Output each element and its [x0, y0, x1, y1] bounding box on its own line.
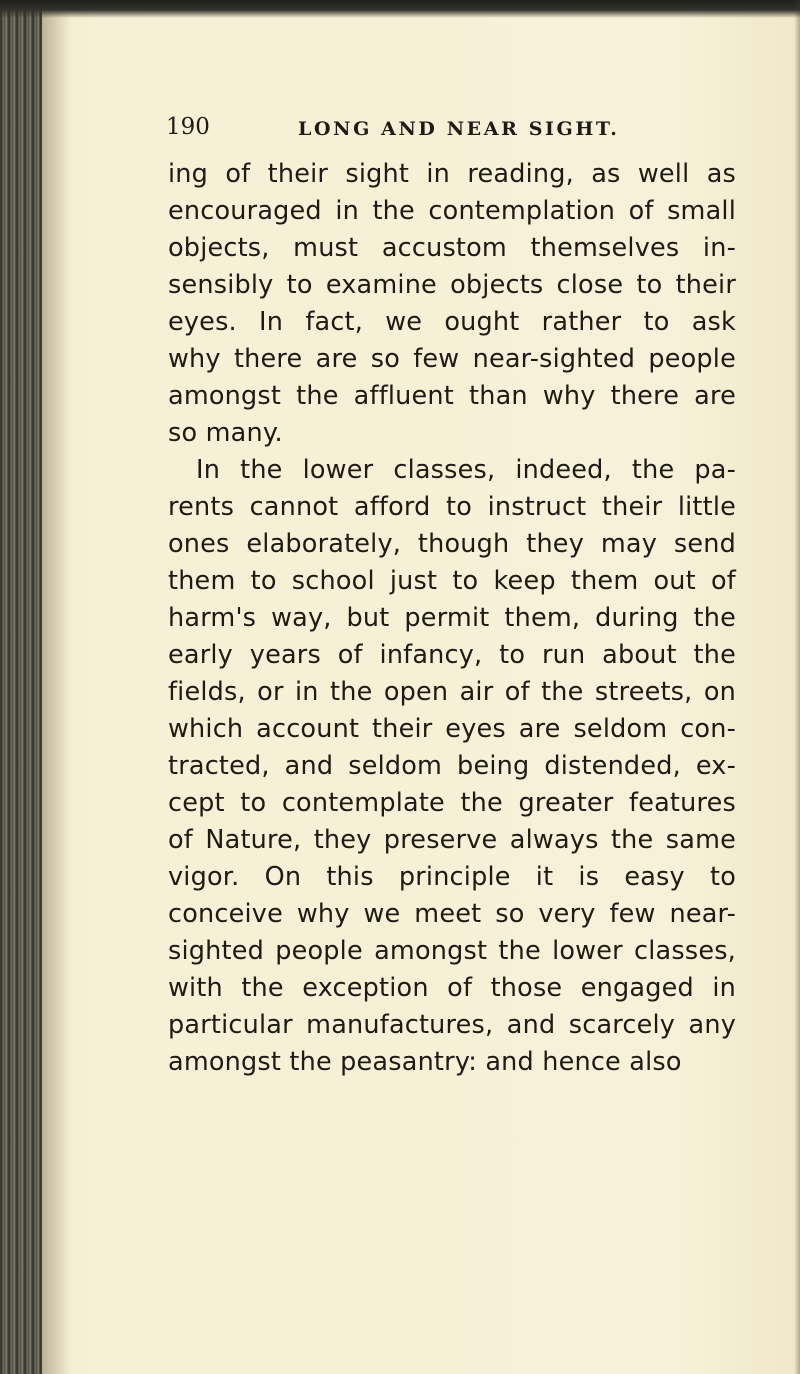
text-line: ones elaborately, though they may send [168, 529, 736, 559]
text-line: amongst the peasantry: and hence also [168, 1047, 682, 1077]
text-line: why there are so few near-sighted people [168, 344, 736, 374]
text-line: sensibly to examine objects close to their [168, 270, 736, 300]
body-text [168, 156, 736, 1081]
text-line: amongst the affluent than why there are [168, 381, 736, 411]
text-line: with the exception of those engaged in [168, 973, 736, 1003]
text-line: particular manufactures, and scarcely any [168, 1010, 736, 1040]
text-line: eyes. In fact, we ought rather to ask [168, 307, 736, 337]
page-top-edge [0, 0, 800, 18]
page-header [160, 114, 760, 144]
book-binding [0, 0, 42, 1374]
text-line: tracted, and seldom being distended, ex- [168, 751, 736, 781]
text-line: encouraged in the contemplation of small [168, 196, 736, 226]
text-line: fields, or in the open air of the streets, on [168, 677, 736, 707]
text-line: In the lower classes, indeed, the pa- [196, 455, 736, 485]
text-line: them to school just to keep them out of [168, 566, 736, 596]
text-line: cept to contemplate the greater features [168, 788, 736, 818]
text-line: so many. [168, 418, 283, 448]
page-right-edge [794, 0, 800, 1374]
text-line: of Nature, they preserve always the same [168, 825, 736, 855]
gutter-shadow [42, 0, 70, 1374]
text-line: objects, must accustom themselves in- [168, 233, 736, 263]
text-line: sighted people amongst the lower classes, [168, 936, 736, 966]
text-line: early years of infancy, to run about the [168, 640, 736, 670]
text-line: which account their eyes are seldom con- [168, 714, 736, 744]
text-line: rents cannot afford to instruct their little [168, 492, 736, 522]
text-line: ing of their sight in reading, as well as [168, 159, 736, 189]
text-line: conceive why we meet so very few near- [168, 899, 736, 929]
text-line: vigor. On this principle it is easy to [168, 862, 736, 892]
text-line: harm's way, but permit them, during the [168, 603, 736, 633]
running-head: LONG AND NEAR SIGHT. [298, 118, 620, 140]
page-number: 190 [166, 114, 210, 140]
